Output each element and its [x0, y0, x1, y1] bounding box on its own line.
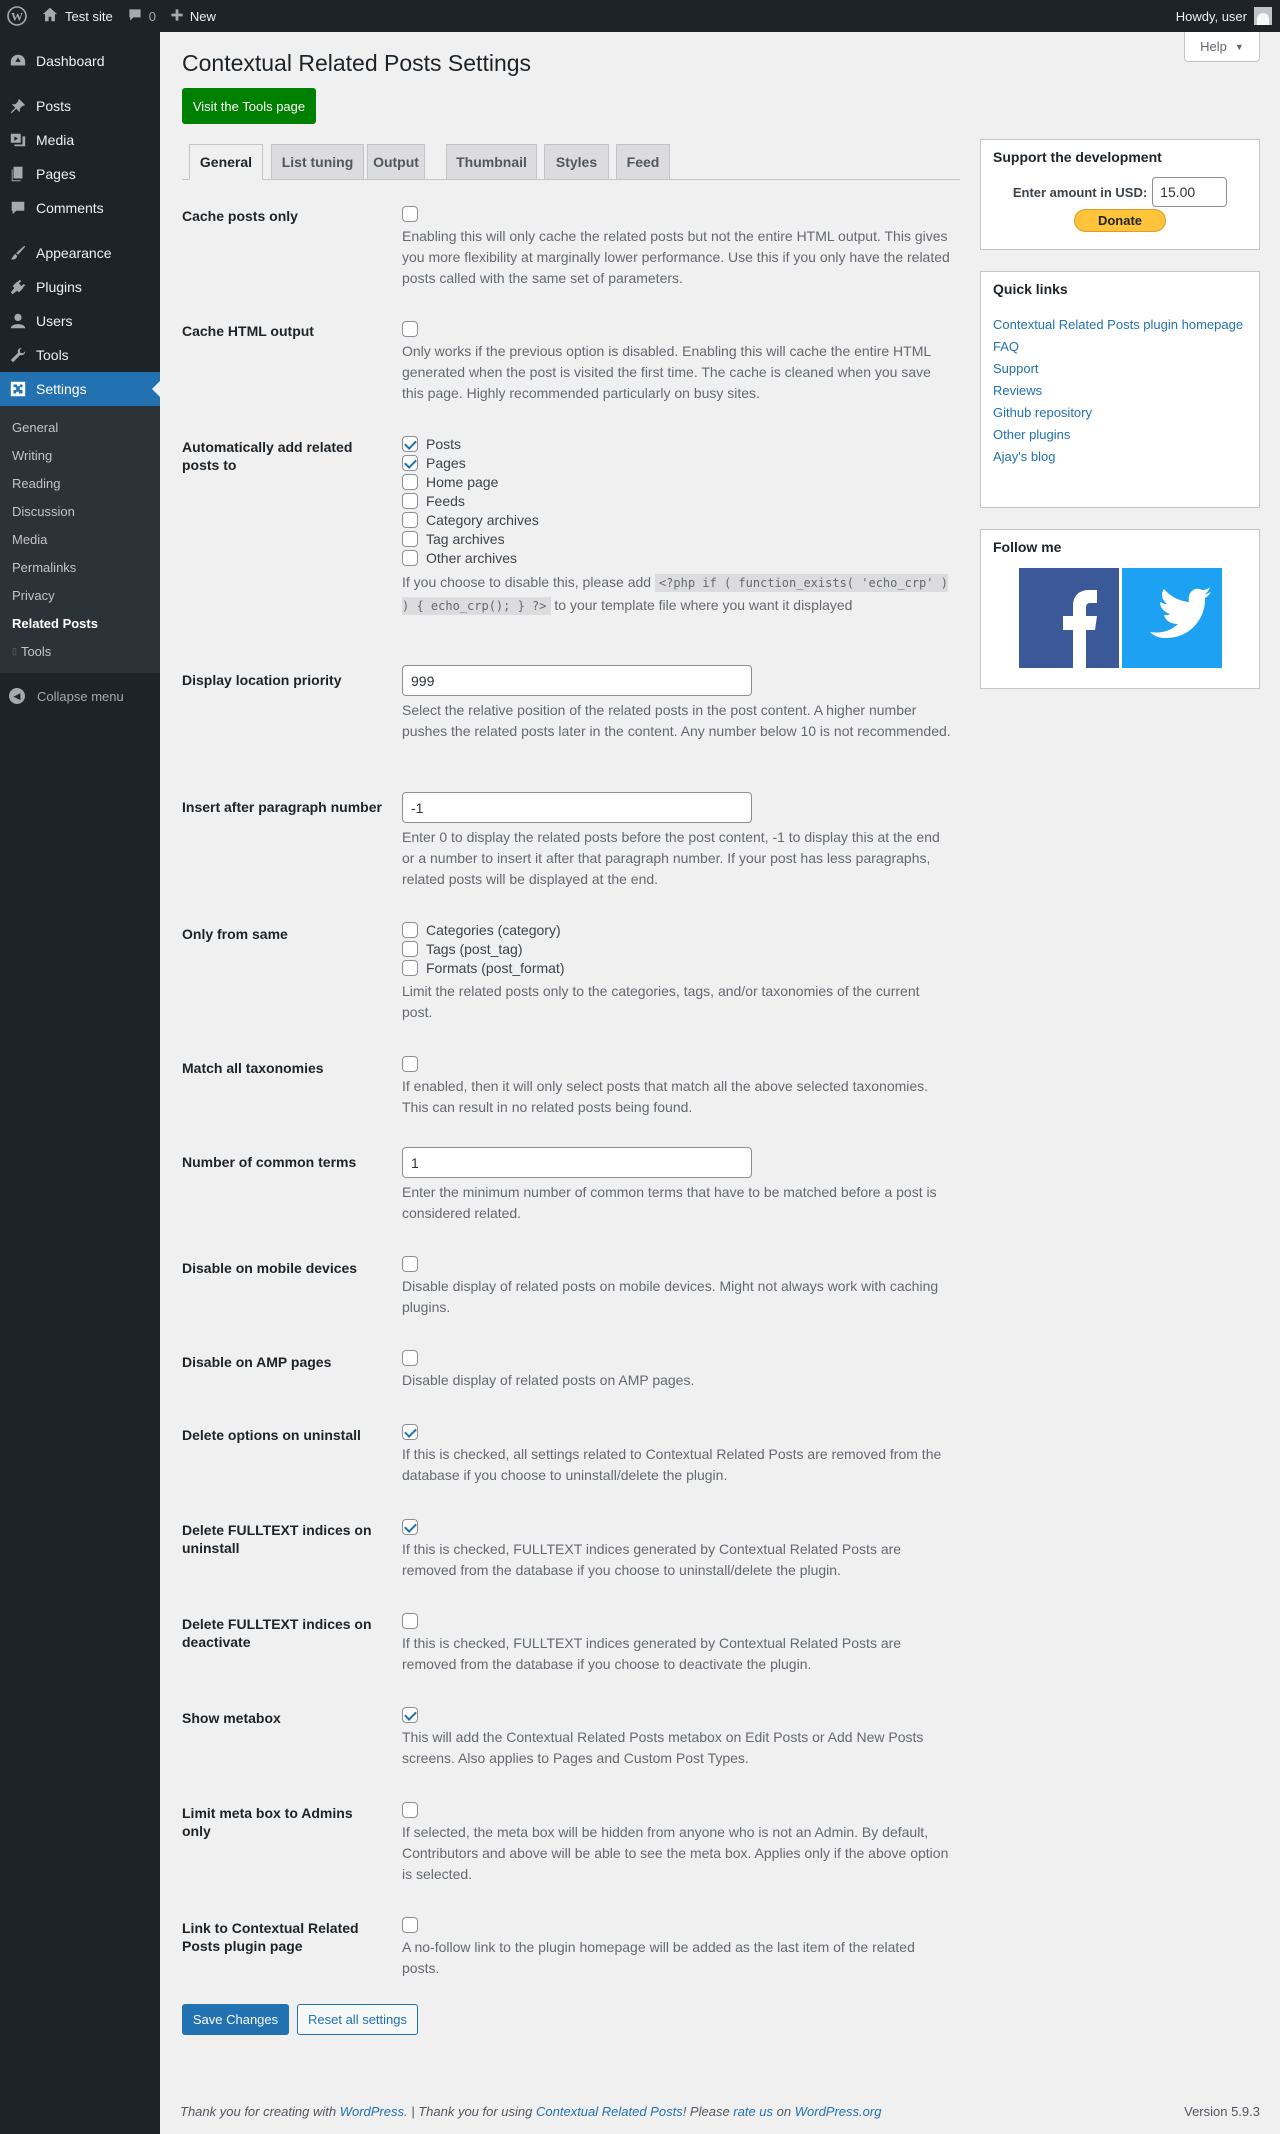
- submenu-tools-label: Tools: [20, 643, 52, 659]
- match-all-label: Match all taxonomies: [182, 1060, 324, 1076]
- auto-add-option-label: Feeds: [426, 492, 465, 509]
- menu-appearance[interactable]: [0, 236, 160, 270]
- auto-add-option-label: Pages: [426, 454, 466, 471]
- donate-button[interactable]: Donate: [1074, 209, 1166, 232]
- support-box-title: Support the development: [993, 149, 1162, 165]
- collapse-arrow-icon: ◀: [9, 688, 25, 704]
- metabox-admins-checkbox[interactable]: [402, 1802, 418, 1818]
- same-format-checkbox[interactable]: [402, 960, 418, 976]
- ft-uninstall-label: Delete FULLTEXT indices on uninstall: [182, 1522, 372, 1556]
- menu-appearance-label: Appearance: [36, 245, 112, 261]
- auto-add-option[interactable]: [402, 434, 952, 453]
- new-content-link[interactable]: [163, 0, 223, 32]
- same-option[interactable]: [402, 939, 952, 958]
- amount-input[interactable]: 15.00: [1152, 177, 1227, 207]
- site-name: Test site: [65, 8, 113, 24]
- tab-list-tuning[interactable]: List tuning: [271, 144, 364, 180]
- cache-posts-label: Cache posts only: [182, 208, 298, 224]
- media-icon: [8, 130, 28, 150]
- ft-deactivate-checkbox[interactable]: [402, 1613, 418, 1629]
- menu-comments[interactable]: [0, 191, 160, 225]
- submenu-tools-bullet: ▯: [12, 645, 17, 656]
- uninstall-description: If this is checked, all settings related to Contextual Related Posts are removed from the database if you choose to uninstall/delete the plugin.: [402, 1445, 942, 1483]
- quick-link[interactable]: Support: [993, 361, 1039, 376]
- footer-text: on: [773, 2104, 795, 2119]
- settings-submenu: [0, 406, 160, 673]
- auto-add-desc-after: to your template file where you want it displayed: [554, 597, 853, 613]
- common-terms-field: [402, 1147, 952, 1224]
- cache-html-field: [402, 320, 952, 404]
- same-option-label: Formats (post_format): [426, 959, 565, 976]
- common-terms-input[interactable]: 1: [402, 1147, 752, 1178]
- auto-add-option-label: Posts: [426, 435, 462, 452]
- submenu-privacy[interactable]: Privacy: [12, 587, 55, 603]
- auto-add-option[interactable]: [402, 548, 952, 567]
- new-label: New: [189, 8, 216, 24]
- auto-add-tag-checkbox[interactable]: [402, 531, 418, 547]
- auto-add-option[interactable]: [402, 529, 952, 548]
- wordpress-org-link[interactable]: WordPress.org: [794, 2104, 882, 2119]
- priority-field: [402, 665, 952, 742]
- auto-add-other-checkbox[interactable]: [402, 550, 418, 566]
- menu-users-label: Users: [36, 313, 73, 329]
- wordpress-logo-icon[interactable]: [0, 0, 34, 32]
- settings-icon: [8, 379, 28, 399]
- amp-description: Disable display of related posts on AMP pages.: [402, 1371, 695, 1388]
- cache-html-checkbox[interactable]: [402, 321, 418, 337]
- footer-text: Thank you for creating with: [180, 2104, 340, 2119]
- mobile-checkbox[interactable]: [402, 1256, 418, 1272]
- ft-uninstall-checkbox[interactable]: [402, 1519, 418, 1535]
- menu-dashboard[interactable]: [0, 44, 160, 78]
- brush-icon: [8, 243, 28, 263]
- cache-html-description: Only works if the previous option is disabled. Enabling this will cache the entire HTML generated when the post is visited the first time. The cache is cleaned when you save this page. Highly recommended particularly on busy sites.: [402, 342, 931, 401]
- insert-after-description: Enter 0 to display the related posts before the post content, -1 to display this at the end or a number to insert it after that paragraph number. If your post has less paragraphs, related posts will be displayed at the end.: [402, 829, 940, 887]
- tab-styles[interactable]: Styles: [544, 144, 609, 180]
- support-box: [980, 139, 1260, 250]
- quick-links-box: [980, 271, 1260, 508]
- common-terms-description: Enter the minimum number of common terms that have to be matched before a post is considered related.: [402, 1184, 937, 1221]
- tab-thumbnail[interactable]: Thumbnail: [446, 144, 537, 180]
- howdy-text: Howdy, user: [1175, 8, 1247, 24]
- insert-after-label: Insert after paragraph number: [182, 799, 382, 815]
- cache-posts-description: Enabling this will only cache the related posts but not the entire HTML output. This gives you more flexibility at marginally lower performance. Use this if you only have the related posts called with the same set of parameters.: [402, 227, 950, 286]
- metabox-admins-field: [402, 1801, 952, 1885]
- auto-add-option-label: Tag archives: [426, 530, 505, 547]
- dashboard-icon: [8, 51, 28, 71]
- auto-add-label: Automatically add related posts to: [182, 439, 353, 473]
- quick-link[interactable]: Ajay's blog: [993, 449, 1056, 464]
- auto-add-field: [402, 434, 952, 617]
- ft-deactivate-label: Delete FULLTEXT indices on deactivate: [182, 1616, 372, 1650]
- donate-amount-row: [981, 177, 1259, 207]
- priority-input[interactable]: 999: [402, 665, 752, 696]
- same-field: [402, 920, 952, 1023]
- metabox-description: This will add the Contextual Related Posts metabox on Edit Posts or Add New Posts screens. Also applies to Pages and Custom Post Types.: [402, 1728, 924, 1766]
- mobile-description: Disable display of related posts on mobile devices. Might not always work with caching plugins.: [402, 1277, 939, 1315]
- plugin-link-field: [402, 1916, 952, 1979]
- match-all-field: [402, 1055, 952, 1118]
- auto-add-category-checkbox[interactable]: [402, 512, 418, 528]
- uninstall-field: [402, 1423, 952, 1486]
- auto-add-description: [402, 571, 952, 617]
- submenu-permalinks[interactable]: Permalinks: [12, 559, 77, 575]
- svg-text:W: W: [11, 9, 23, 24]
- metabox-label: Show metabox: [182, 1710, 281, 1726]
- caret-down-icon: ▼: [1234, 41, 1244, 52]
- quick-link[interactable]: Contextual Related Posts plugin homepage: [993, 317, 1244, 332]
- same-description: Limit the related posts only to the categories, tags, and/or taxonomies of the current post.: [402, 983, 920, 1020]
- match-all-description: If enabled, then it will only select posts that match all the above selected taxonomies. This can result in no related posts being found.: [402, 1077, 929, 1115]
- amp-field: [402, 1349, 952, 1391]
- comment-bubble-icon: [127, 7, 143, 26]
- crp-link[interactable]: Contextual Related Posts: [536, 2104, 683, 2119]
- menu-pages-label: Pages: [36, 166, 76, 182]
- menu-users[interactable]: [0, 304, 160, 338]
- priority-description: Select the relative position of the related posts in the post content. A higher number pushes the related posts later in the content. Any number below 10 is not recommended.: [402, 702, 951, 739]
- wrench-icon: [8, 345, 28, 365]
- help-tab-button[interactable]: [1184, 32, 1260, 62]
- auto-add-feeds-checkbox[interactable]: [402, 493, 418, 509]
- wordpress-link[interactable]: WordPress: [339, 2104, 404, 2119]
- menu-settings-label: Settings: [36, 381, 87, 397]
- version-text: Version 5.9.3: [1184, 2104, 1260, 2119]
- home-icon: [41, 6, 59, 27]
- same-option[interactable]: [402, 958, 952, 977]
- quick-link[interactable]: Other plugins: [993, 427, 1071, 442]
- auto-add-option-label: Home page: [426, 473, 499, 490]
- admin-sidebar: [0, 32, 160, 2134]
- collapse-menu-label: Collapse menu: [37, 688, 124, 704]
- auto-add-option[interactable]: [402, 472, 952, 491]
- ft-uninstall-description: If this is checked, FULLTEXT indices generated by Contextual Related Posts are removed from the database if you choose to uninstall/delete the plugin.: [402, 1540, 902, 1578]
- auto-add-option[interactable]: [402, 491, 952, 510]
- amp-label: Disable on AMP pages: [182, 1354, 332, 1370]
- admin-bar: [0, 0, 1280, 32]
- mobile-field: [402, 1255, 952, 1318]
- auto-add-pages-checkbox[interactable]: [402, 455, 418, 471]
- footer: [180, 2104, 1260, 2119]
- metabox-admins-description: If selected, the meta box will be hidden from anyone who is not an Admin. By default, Contributors and above will be able to see the meta box. Applies only if the above option is selected.: [402, 1823, 949, 1882]
- insert-after-input[interactable]: -1: [402, 792, 752, 823]
- footer-text: ! Please: [682, 2104, 734, 2119]
- uninstall-label: Delete options on uninstall: [182, 1427, 361, 1443]
- social-icons: [981, 568, 1259, 668]
- visit-tools-button[interactable]: Visit the Tools page: [182, 88, 316, 124]
- plugin-link-description: A no-follow link to the plugin homepage will be added as the last item of the related posts.: [402, 1938, 915, 1976]
- plus-icon: [170, 8, 184, 25]
- cache-posts-checkbox[interactable]: [402, 206, 418, 222]
- menu-plugins[interactable]: [0, 270, 160, 304]
- page-icon: [8, 164, 28, 184]
- collapse-menu-button[interactable]: [0, 679, 160, 713]
- auto-add-posts-checkbox[interactable]: [402, 436, 418, 452]
- menu-plugins-label: Plugins: [36, 279, 82, 295]
- ft-uninstall-field: [402, 1518, 952, 1581]
- menu-pages[interactable]: [0, 157, 160, 191]
- uninstall-checkbox[interactable]: [402, 1424, 418, 1440]
- metabox-admins-label: Limit meta box to Admins only: [182, 1805, 353, 1839]
- twitter-icon[interactable]: [1122, 568, 1222, 668]
- page-title: Contextual Related Posts Settings: [182, 50, 532, 76]
- facebook-icon[interactable]: [1019, 568, 1119, 668]
- plug-icon: [8, 277, 28, 297]
- comments-count: 0: [148, 8, 156, 24]
- menu-posts[interactable]: [0, 89, 160, 123]
- menu-settings[interactable]: [0, 372, 160, 406]
- quick-link[interactable]: Github repository: [993, 405, 1092, 420]
- save-changes-button[interactable]: Save Changes: [182, 2004, 289, 2035]
- amp-checkbox[interactable]: [402, 1350, 418, 1366]
- footer-text: . | Thank you for using: [404, 2104, 536, 2119]
- plugin-link-label: Link to Contextual Related Posts plugin page: [182, 1920, 359, 1954]
- menu-tools[interactable]: [0, 338, 160, 372]
- auto-add-option[interactable]: [402, 510, 952, 529]
- same-option-label: Tags (post_tag): [426, 940, 523, 957]
- submenu-discussion[interactable]: Discussion: [12, 503, 75, 519]
- same-option[interactable]: [402, 920, 952, 939]
- menu-posts-label: Posts: [36, 98, 72, 114]
- menu-dashboard-label: Dashboard: [36, 53, 105, 69]
- submenu-media[interactable]: Media: [12, 531, 48, 547]
- menu-media-label: Media: [36, 132, 75, 148]
- menu-tools-label: Tools: [36, 347, 69, 363]
- rate-us-link[interactable]: rate us: [733, 2104, 774, 2119]
- match-all-checkbox[interactable]: [402, 1056, 418, 1072]
- auto-add-option-label: Other archives: [426, 549, 518, 566]
- submenu-general[interactable]: General: [12, 419, 59, 435]
- auto-add-desc-before: If you choose to disable this, please add: [402, 574, 652, 590]
- mobile-label: Disable on mobile devices: [182, 1260, 358, 1276]
- settings-tabs: [182, 144, 960, 180]
- same-tag-checkbox[interactable]: [402, 941, 418, 957]
- metabox-checkbox[interactable]: [402, 1707, 418, 1723]
- same-label: Only from same: [182, 926, 288, 942]
- auto-add-option[interactable]: [402, 453, 952, 472]
- follow-box: [980, 529, 1260, 689]
- footer-credits: [180, 2104, 881, 2119]
- priority-label: Display location priority: [182, 672, 342, 688]
- quick-link[interactable]: FAQ: [993, 339, 1020, 354]
- common-terms-label: Number of common terms: [182, 1154, 357, 1170]
- menu-comments-label: Comments: [36, 200, 104, 216]
- insert-after-field: [402, 792, 952, 890]
- comments-link[interactable]: [120, 0, 163, 32]
- avatar: [1254, 7, 1272, 25]
- tab-output[interactable]: Output: [367, 144, 425, 180]
- submenu-reading[interactable]: Reading: [12, 475, 61, 491]
- plugin-link-checkbox[interactable]: [402, 1917, 418, 1933]
- my-account[interactable]: [1176, 7, 1280, 25]
- follow-title: Follow me: [993, 539, 1062, 555]
- submenu-tools[interactable]: [0, 637, 160, 665]
- metabox-field: [402, 1706, 952, 1769]
- menu-media[interactable]: [0, 123, 160, 157]
- cache-html-label: Cache HTML output: [182, 323, 314, 339]
- cache-posts-field: [402, 205, 952, 289]
- amount-label: Enter amount in USD:: [1012, 184, 1148, 200]
- auto-add-option-label: Category archives: [426, 511, 539, 528]
- submenu-writing[interactable]: Writing: [12, 447, 53, 463]
- site-name-link[interactable]: [34, 0, 120, 32]
- ft-deactivate-field: [402, 1612, 952, 1675]
- same-option-label: Categories (category): [426, 921, 561, 938]
- ft-deactivate-description: If this is checked, FULLTEXT indices generated by Contextual Related Posts are removed from the database if you choose to deactivate the plugin.: [402, 1634, 902, 1672]
- pin-icon: [8, 96, 28, 116]
- quick-links-title: Quick links: [993, 281, 1068, 297]
- user-icon: [8, 311, 28, 331]
- submenu-related-posts[interactable]: Related Posts: [12, 615, 98, 631]
- reset-settings-button[interactable]: Reset all settings: [297, 2004, 418, 2035]
- template-code-snippet: <?php if ( function_exists( 'echo_crp' ) ) { echo_crp(); } ?>: [402, 576, 948, 613]
- quick-link[interactable]: Reviews: [993, 383, 1043, 398]
- comment-icon: [8, 198, 28, 218]
- tab-feed[interactable]: Feed: [616, 144, 670, 180]
- help-label: Help: [1200, 39, 1227, 54]
- tab-general[interactable]: General: [189, 144, 263, 180]
- auto-add-home-checkbox[interactable]: [402, 474, 418, 490]
- same-category-checkbox[interactable]: [402, 922, 418, 938]
